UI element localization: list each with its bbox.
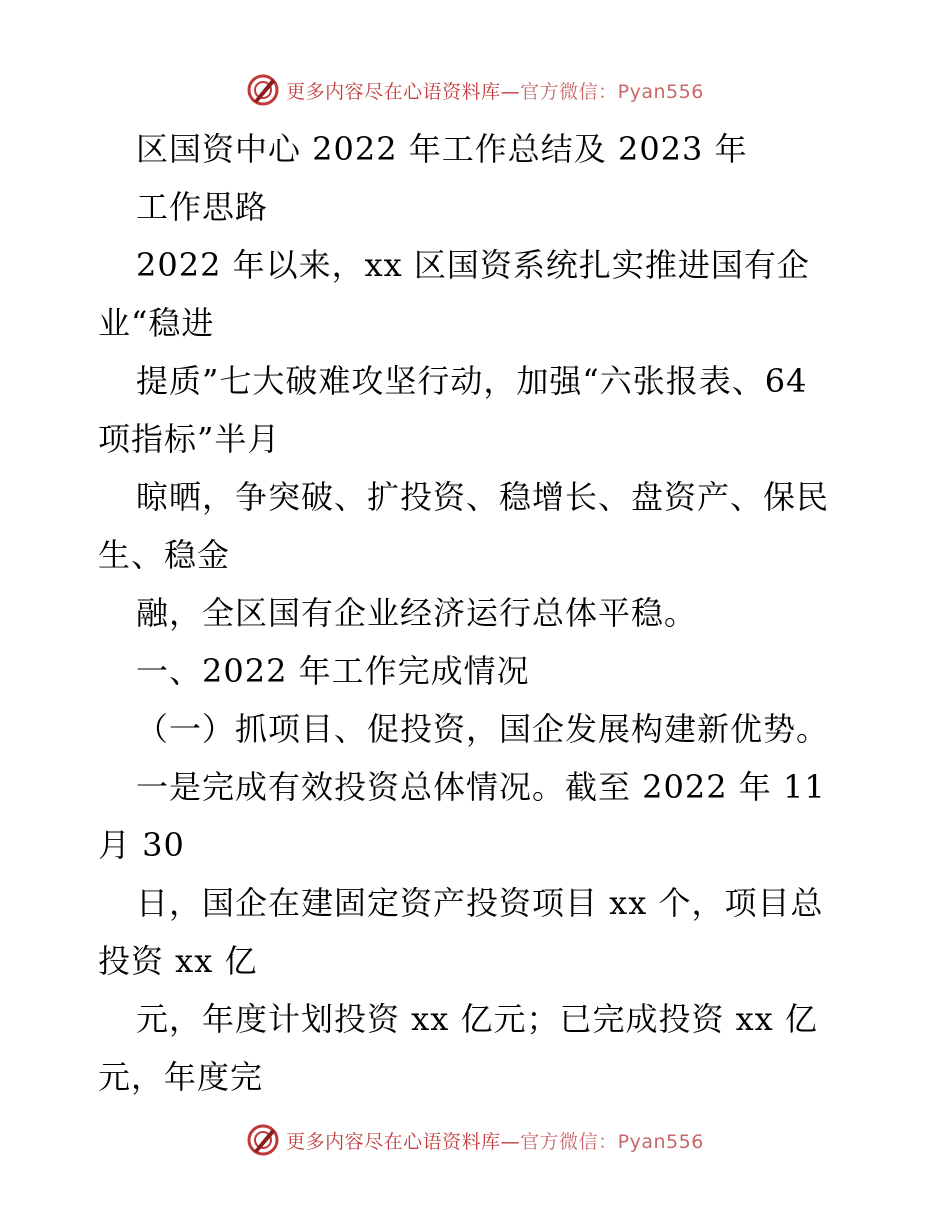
document-line: 投资 xx 亿 — [98, 942, 258, 980]
document-body — [98, 120, 858, 1106]
footer-watermark — [0, 1118, 950, 1162]
pen-logo-icon — [246, 1123, 280, 1157]
document-line: （一）抓项目、促投资，国企发展构建新优势。 — [136, 710, 830, 748]
document-line: 2022 年以来，xx 区国资系统扎实推进国有企 — [136, 246, 810, 284]
document-line: 日，国企在建固定资产投资项目 xx 个，项目总 — [136, 884, 824, 922]
document-line: 晾晒，争突破、扩投资、稳增长、盘资产、保民 — [136, 478, 830, 516]
document-line: 一、2022 年工作完成情况 — [136, 652, 530, 690]
document-line: 工作思路 — [136, 188, 269, 226]
document-line: 元，年度计划投资 xx 亿元；已完成投资 xx 亿 — [136, 1000, 818, 1038]
document-line: 融，全区国有企业经济运行总体平稳。 — [136, 594, 698, 632]
document-line: 区国资中心 2022 年工作总结及 2023 年 — [136, 130, 748, 168]
header-watermark — [0, 68, 950, 112]
document-line: 业“稳进 — [98, 304, 215, 342]
document-line: 一是完成有效投资总体情况。截至 2022 年 11 — [136, 768, 826, 806]
document-line: 月 30 — [98, 826, 185, 864]
pen-logo-icon — [246, 73, 280, 107]
document-line: 生、稳金 — [98, 536, 231, 574]
watermark-text: 更多内容尽在心语资料库—官方微信：Pyan556 — [286, 80, 704, 103]
document-line: 提质”七大破难攻坚行动，加强“六张报表、64 — [136, 362, 808, 400]
document-line: 项指标”半月 — [98, 420, 281, 458]
watermark-text: 更多内容尽在心语资料库—官方微信：Pyan556 — [286, 1130, 704, 1153]
document-line: 元，年度完 — [98, 1058, 264, 1096]
